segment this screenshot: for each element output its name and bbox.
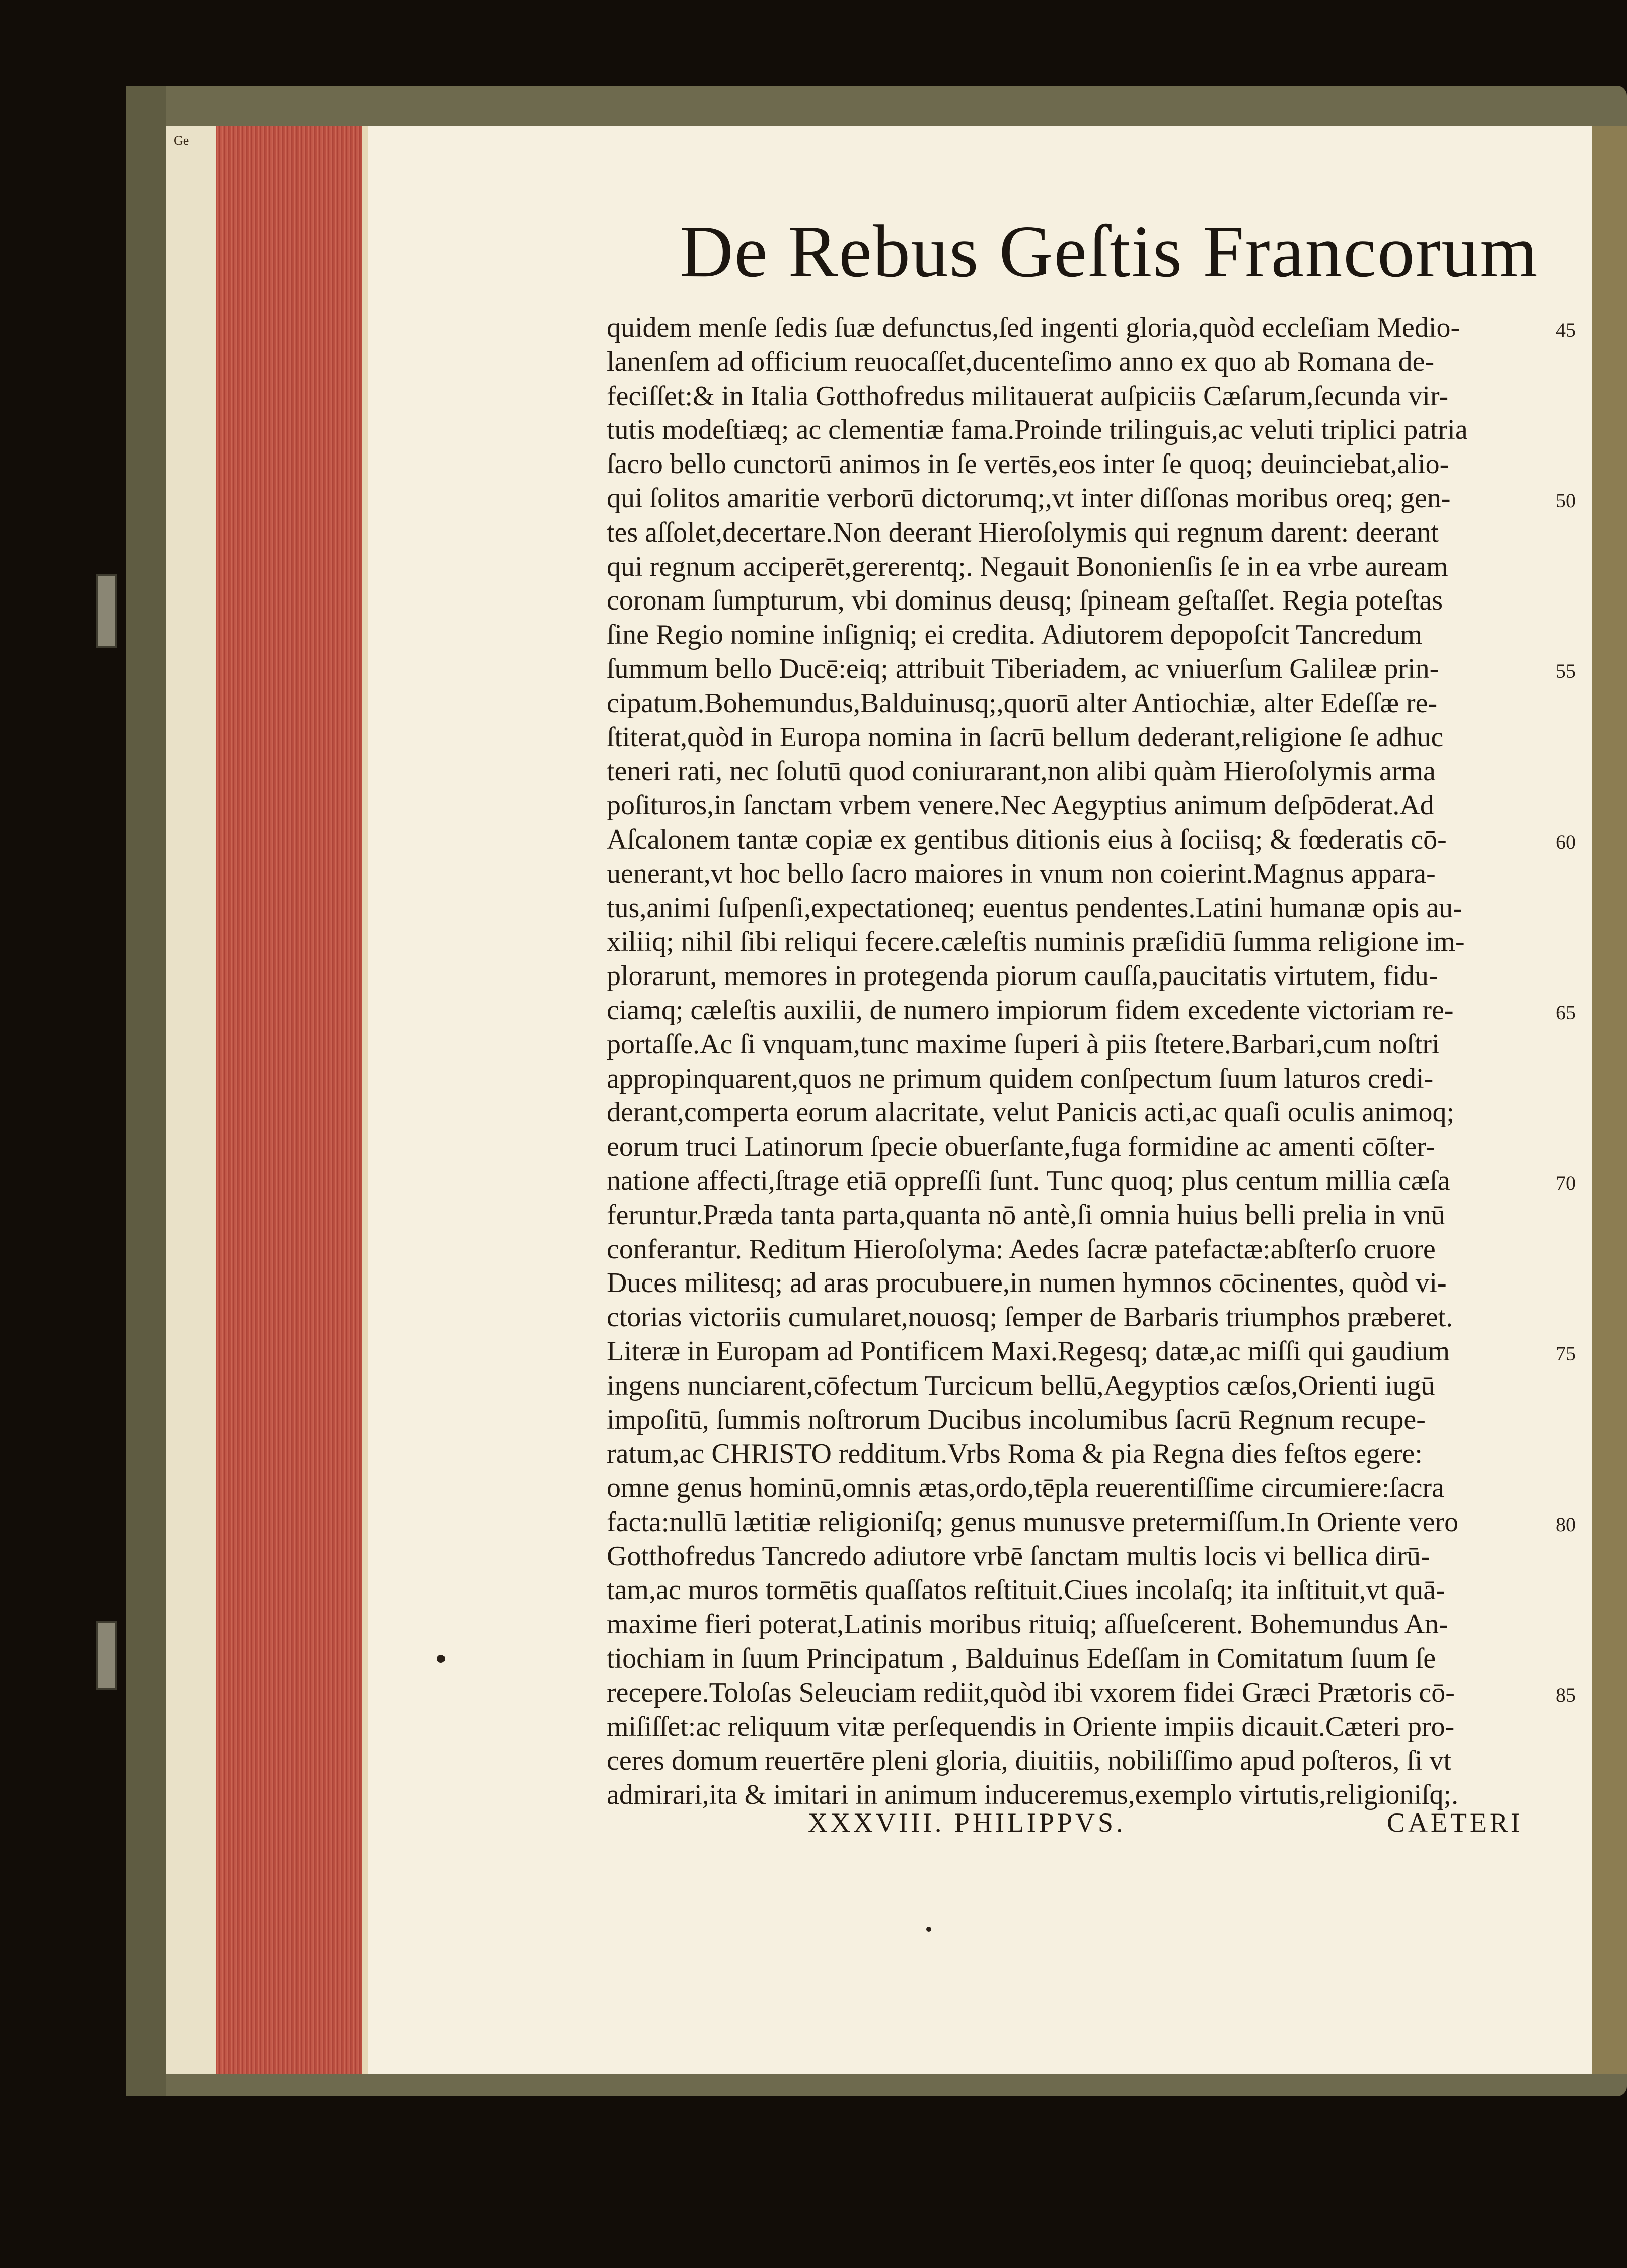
text-line xyxy=(607,1676,1576,1710)
line-text: ſtiterat,quòd in Europa nomina in ſacrū bellum dederant,religione ſe adhuc xyxy=(607,721,1444,753)
line-text: tam,ac muros tormētis quaſſatos reſtituit.Ciues incolaſq; ita inſtituit,vt quā- xyxy=(607,1574,1445,1606)
running-heading: XXXVIII. PHILIPPVS. xyxy=(808,1807,1126,1838)
text-line xyxy=(607,1062,1543,1096)
text-line xyxy=(607,1266,1543,1301)
line-text: ratum,ac CHRISTO redditum.Vrbs Roma & pia Regna dies feſtos egere: xyxy=(607,1438,1423,1470)
facing-page-edge xyxy=(1592,126,1627,2074)
text-line xyxy=(607,823,1576,857)
text-line xyxy=(607,345,1543,380)
text-line xyxy=(607,1642,1543,1676)
text-line xyxy=(607,1198,1543,1233)
line-text: coronam ſumpturum, vbi dominus deusq; ſpineam geſtaſſet. Regia poteſtas xyxy=(607,585,1443,617)
text-line xyxy=(607,482,1576,516)
line-number: 65 xyxy=(1556,1001,1576,1024)
line-text: lanenſem ad officium reuocaſſet,ducenteſimo anno ex quo ab Romana de- xyxy=(607,346,1435,377)
line-text: feruntur.Præda tanta parta,quanta nō antè,ſi omnia huius belli prelia in vnū xyxy=(607,1199,1445,1231)
line-text: ingens nunciarent,cōfectum Turcicum bellū,Aegyptios cæſos,Orienti iugū xyxy=(607,1370,1435,1401)
line-text: ceres domum reuertēre pleni gloria, diuitiis, nobiliſſimo apud poſteros, ſi vt xyxy=(607,1745,1452,1777)
line-text: qui ſolitos amaritie verborū dictorumq;,vt inter diſſonas moribus oreq; gen- xyxy=(607,482,1451,514)
text-line xyxy=(607,1335,1576,1369)
line-number: 80 xyxy=(1556,1513,1576,1536)
line-text: omne genus hominū,omnis ætas,ordo,tēpla reuerentiſſime circumiere:ſacra xyxy=(607,1472,1444,1504)
line-text: Duces militesq; ad aras procubuere,in numen hymnos cōcinentes, quòd vi- xyxy=(607,1267,1447,1299)
cover-edge xyxy=(126,86,166,2096)
line-text: plorarunt, memores in protegenda piorum cauſſa,paucitatis virtutem, fidu- xyxy=(607,960,1438,992)
page-title: De Rebus Geſtis Francorum xyxy=(680,210,1539,293)
text-line xyxy=(607,447,1543,482)
text-line xyxy=(607,857,1543,891)
text-line xyxy=(607,959,1543,994)
text-line xyxy=(607,1233,1543,1267)
text-line xyxy=(607,1505,1576,1540)
line-text: appropinquarent,quos ne primum quidem conſpectum ſuum laturos credi- xyxy=(607,1063,1434,1094)
line-text: feciſſet:& in Italia Gotthofredus militauerat auſpiciis Cæſarum,ſecunda vir- xyxy=(607,380,1449,412)
page-footer xyxy=(607,1807,1543,1842)
line-text: tiochiam in ſuum Principatum , Balduinus Edeſſam in Comitatum ſuum ſe xyxy=(607,1643,1436,1675)
red-page-edges xyxy=(216,126,362,2074)
line-text: ctorias victoriis cumularet,nouosq; ſemper de Barbaris triumphos præberet. xyxy=(607,1302,1453,1333)
page-gutter xyxy=(362,126,368,2074)
line-text: admirari,ita & imitari in animum induceremus,exemplo virtutis,religioniſq;. xyxy=(607,1779,1459,1811)
text-line xyxy=(607,516,1543,550)
line-text: tes aſſolet,decertare.Non deerant Hieroſolymis qui regnum darent: deerant xyxy=(607,516,1439,548)
line-text: facta:nullū lætitiæ religioniſq; genus munusve pretermiſſum.In Oriente vero xyxy=(607,1506,1459,1538)
line-text: Gotthofredus Tancredo adiutore vrbē ſanctam multis locis vi bellica dirū- xyxy=(607,1540,1430,1572)
catchword: CAETERI xyxy=(1387,1807,1523,1838)
line-number: 85 xyxy=(1556,1683,1576,1706)
line-text: derant,comperta eorum alacritate, velut Panicis acti,ac quaſi oculis animoq; xyxy=(607,1097,1455,1128)
previous-page-fragment: Ge xyxy=(174,133,189,148)
clasp-top xyxy=(96,574,117,648)
text-line xyxy=(607,1573,1543,1608)
text-line xyxy=(607,1744,1543,1778)
text-line xyxy=(607,754,1543,789)
line-text: Literæ in Europam ad Pontificem Maxi.Regesq; datæ,ac miſſi qui gaudium xyxy=(607,1335,1450,1367)
line-number: 70 xyxy=(1556,1171,1576,1194)
line-text: portaſſe.Ac ſi vnquam,tunc maxime ſuperi à piis ſtetere.Barbari,cum noſtri xyxy=(607,1028,1440,1060)
line-number: 55 xyxy=(1556,659,1576,683)
text-line xyxy=(607,1608,1543,1642)
line-text: ciamq; cæleſtis auxilii, de numero impiorum fidem excedente victoriam re- xyxy=(607,994,1454,1026)
text-line xyxy=(607,550,1543,584)
text-line xyxy=(607,311,1576,345)
text-line xyxy=(607,925,1543,959)
text-line xyxy=(607,1403,1543,1438)
text-line xyxy=(607,1096,1543,1130)
line-text: ſine Regio nomine inſigniq; ei credita. Adiutorem depopoſcit Tancredum xyxy=(607,619,1423,651)
line-number: 50 xyxy=(1556,489,1576,512)
clasp-bottom xyxy=(96,1621,117,1690)
text-line xyxy=(607,994,1576,1028)
text-line xyxy=(607,1028,1543,1062)
line-text: tus,animi ſuſpenſi,expectationeq; euentus pendentes.Latini humanæ opis au- xyxy=(607,892,1462,924)
text-line xyxy=(607,584,1543,618)
text-line xyxy=(607,1301,1543,1335)
line-text: poſituros,in ſanctam vrbem venere.Nec Aegyptius animum deſpōderat.Ad xyxy=(607,790,1434,821)
text-line xyxy=(607,789,1543,823)
line-text: Aſcalonem tantæ copiæ ex gentibus ditionis eius à ſociisq; & fœderatis cō- xyxy=(607,823,1447,855)
line-text: uenerant,vt hoc bello ſacro maiores in vnum non coierint.Magnus appara- xyxy=(607,858,1436,889)
text-line xyxy=(607,618,1543,652)
line-text: miſiſſet:ac reliquum vitæ perſequendis in Oriente impiis dicauit.Cæteri pro- xyxy=(607,1711,1455,1743)
text-line xyxy=(607,1437,1543,1471)
line-number: 75 xyxy=(1556,1342,1576,1365)
line-text: tutis modeſtiæq; ac clementiæ fama.Proinde trilinguis,ac veluti triplici patria xyxy=(607,414,1468,446)
text-line xyxy=(607,721,1543,755)
text-line xyxy=(607,1130,1543,1164)
text-line xyxy=(607,652,1576,687)
line-text: maxime fieri poterat,Latinis moribus rituiq; aſſueſcerent. Bohemundus An- xyxy=(607,1609,1448,1640)
line-text: qui regnum acciperēt,gererentq;. Negauit Bononienſis ſe in ea vrbe auream xyxy=(607,551,1448,582)
text-line xyxy=(607,891,1543,926)
text-line xyxy=(607,1540,1543,1574)
text-line xyxy=(607,1710,1543,1745)
line-number: 45 xyxy=(1556,319,1576,341)
line-text: recepere.Toloſas Seleuciam rediit,quòd ibi vxorem fidei Græci Prætoris cō- xyxy=(607,1677,1455,1708)
text-line xyxy=(607,1471,1543,1505)
text-line xyxy=(607,1164,1576,1198)
line-text: eorum truci Latinorum ſpecie obuerſante,fuga formidine ac amenti cōſter- xyxy=(607,1131,1435,1163)
ink-spot xyxy=(926,1927,931,1932)
body-text xyxy=(607,311,1576,1812)
line-text: conferantur. Reditum Hieroſolyma: Aedes ſacræ patefactæ:abſterſo cruore xyxy=(607,1233,1436,1265)
line-text: impoſitū, ſummis noſtrorum Ducibus incolumibus ſacrū Regnum recupe- xyxy=(607,1404,1426,1435)
line-text: ſummum bello Ducē:eiq; attribuit Tiberiadem, ac vniuerſum Galileæ prin- xyxy=(607,653,1439,685)
line-text: quidem menſe ſedis ſuæ defunctus,ſed ingenti gloria,quòd eccleſiam Medio- xyxy=(607,312,1460,343)
text-line xyxy=(607,1369,1543,1403)
line-text: natione affecti,ſtrage etiā oppreſſi ſunt. Tunc quoq; plus centum millia cæſa xyxy=(607,1165,1450,1196)
line-number: 60 xyxy=(1556,830,1576,853)
line-text: teneri rati, nec ſolutū quod coniurarant,non alibi quàm Hieroſolymis arma xyxy=(607,755,1436,787)
text-line xyxy=(607,413,1543,447)
line-text: cipatum.Bohemundus,Balduinusq;,quorū alter Antiochiæ, alter Edeſſæ re- xyxy=(607,687,1438,719)
text-line xyxy=(607,380,1543,414)
line-text: xiliiq; nihil ſibi reliqui fecere.cæleſtis numinis præſidiū ſumma religione im- xyxy=(607,926,1465,958)
line-text: ſacro bello cunctorū animos in ſe vertēs,eos inter ſe quoq; deuinciebat,alio- xyxy=(607,448,1449,480)
text-line xyxy=(607,687,1543,721)
ink-spot xyxy=(437,1655,445,1663)
